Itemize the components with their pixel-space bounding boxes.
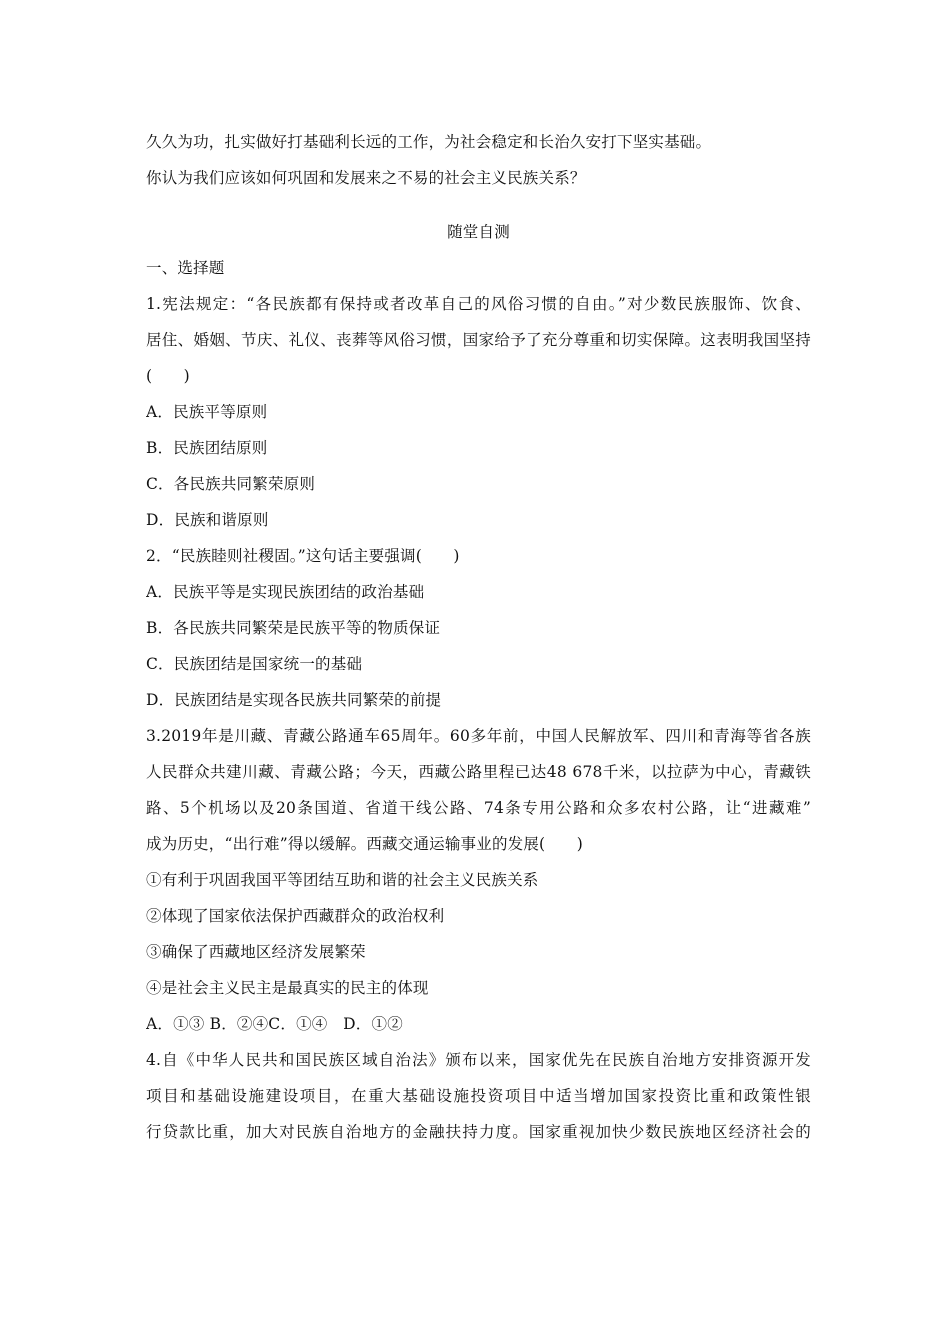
option-d: D．民族团结是实现各民族共同繁荣的前提 [146, 691, 442, 709]
document-page [146, 124, 811, 1150]
question-2 [146, 538, 811, 718]
question-stem-line: 1.宪法规定：“各民族都有保持或者改革自己的风俗习惯的自由。”对少数民族服饰、饮食、 [146, 295, 811, 313]
intro-line-1: 久久为功，扎实做好打基础利长远的工作，为社会稳定和长治久安打下坚实基础。 [146, 133, 712, 151]
option-d: D．民族和谐原则 [146, 511, 269, 529]
option-c: C．民族团结是国家统一的基础 [146, 655, 363, 673]
statement-2: ②体现了国家依法保护西藏群众的政治权利 [146, 907, 445, 925]
option-a: A．民族平等原则 [146, 403, 268, 421]
statement-4: ④是社会主义民主是最真实的民主的体现 [146, 979, 429, 997]
question-stem-line: 项目和基础设施建设项目，在重大基础设施投资项目中适当增加国家投资比重和政策性银 [146, 1087, 811, 1105]
question-4 [146, 1042, 811, 1150]
question-stem-line: 路、5个机场以及20条国道、省道干线公路、74条专用公路和众多农村公路，让“进藏难” [146, 799, 811, 817]
section-title: 随堂自测 [447, 223, 510, 241]
statement-3: ③确保了西藏地区经济发展繁荣 [146, 943, 366, 961]
answer-blank: ( ) [146, 367, 190, 385]
option-b: B．民族团结原则 [146, 439, 268, 457]
question-stem-line: 2．“民族睦则社稷固。”这句话主要强调( ) [146, 547, 460, 565]
option-a: A．民族平等是实现民族团结的政治基础 [146, 583, 425, 601]
part-heading: 一、选择题 [146, 259, 225, 277]
question-stem-line: 人民群众共建川藏、青藏公路；今天，西藏公路里程已达48 678千米，以拉萨为中心，青藏铁 [146, 763, 811, 781]
question-stem-line: 4.自《中华人民共和国民族区域自治法》颁布以来，国家优先在民族自治地方安排资源开发 [146, 1051, 811, 1069]
option-b: B．各民族共同繁荣是民族平等的物质保证 [146, 619, 441, 637]
intro-question: 你认为我们应该如何巩固和发展来之不易的社会主义民族关系？ [146, 169, 586, 187]
question-stem-line: 行贷款比重，加大对民族自治地方的金融扶持力度。国家重视加快少数民族地区经济社会的 [146, 1123, 811, 1141]
statement-1: ①有利于巩固我国平等团结互助和谐的社会主义民族关系 [146, 871, 539, 889]
question-3 [146, 718, 811, 1042]
option-c: C．各民族共同繁荣原则 [146, 475, 316, 493]
question-1 [146, 286, 811, 538]
question-stem-line: 3.2019年是川藏、青藏公路通车65周年。60多年前，中国人民解放军、四川和青海等省各族 [146, 727, 811, 745]
options-line: A．①③ B．②④C．①④ D．①② [146, 1015, 403, 1033]
question-stem-line: 成为历史，“出行难”得以缓解。西藏交通运输事业的发展( ) [146, 835, 583, 853]
question-stem-line: 居住、婚姻、节庆、礼仪、丧葬等风俗习惯，国家给予了充分尊重和切实保障。这表明我国坚持 [146, 331, 811, 349]
